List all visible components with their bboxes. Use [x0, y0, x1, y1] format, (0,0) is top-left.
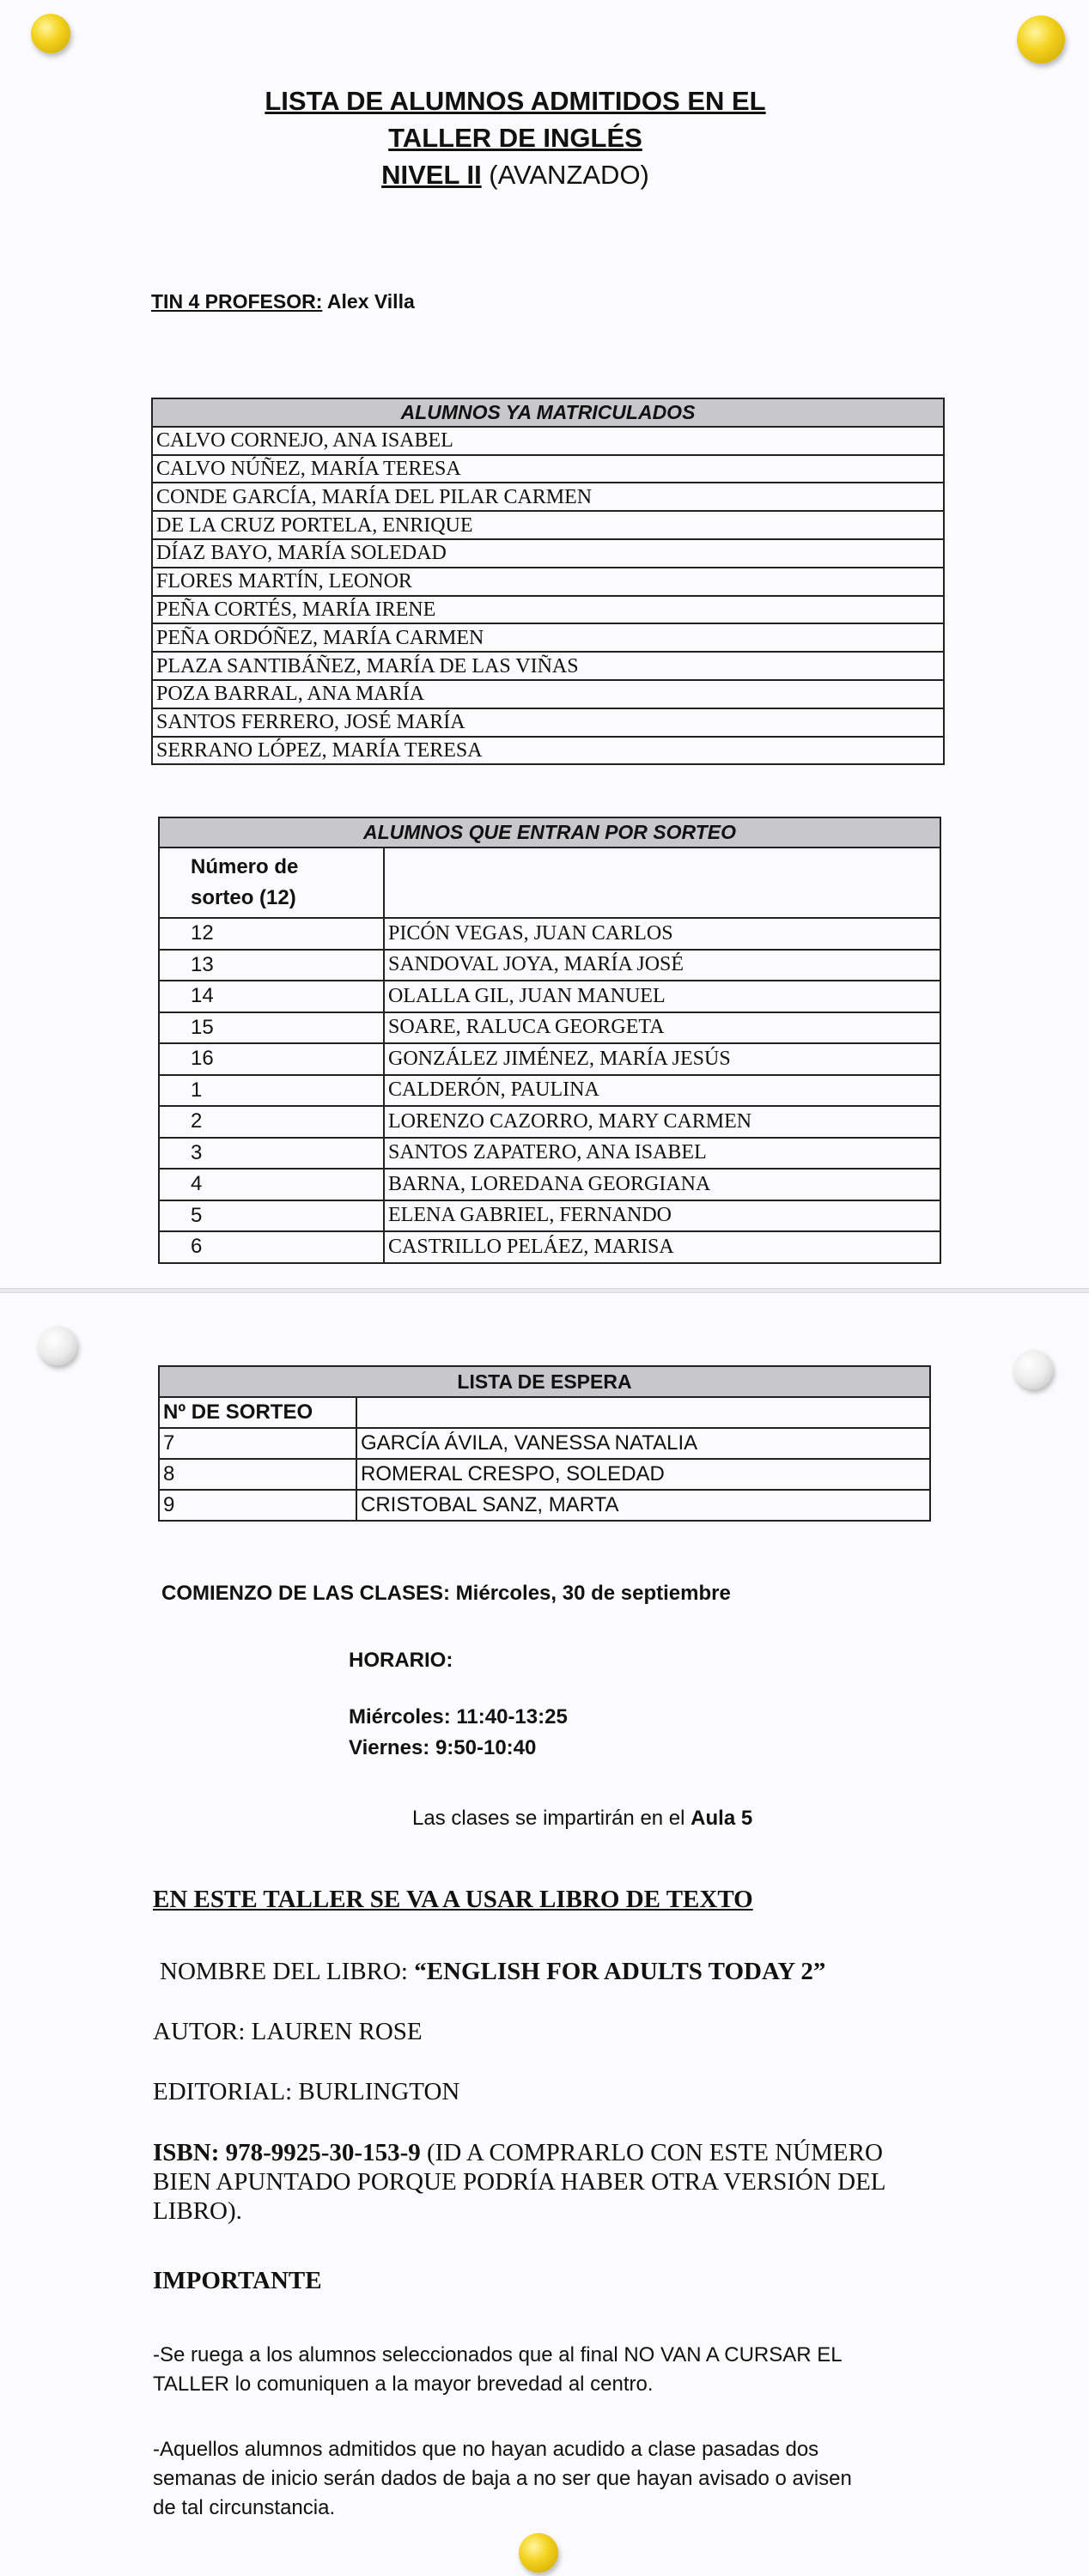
table-row	[152, 737, 944, 765]
schedule-label: HORARIO:	[349, 1649, 453, 1672]
isbn-line-3: LIBRO).	[153, 2197, 242, 2225]
waitlist-header: LISTA DE ESPERA	[159, 1366, 930, 1397]
enrolled-students-body	[152, 398, 944, 764]
note-line: semanas de inicio serán dados de baja a no ser que hayan avisado o avisen	[153, 2467, 852, 2490]
lottery-number-column-header	[159, 848, 384, 918]
lottery-students-body	[159, 817, 940, 1263]
white-pushpin-icon	[38, 1326, 77, 1365]
table-row	[152, 427, 944, 455]
lottery-student-name: ELENA GABRIEL, FERNANDO	[384, 1200, 940, 1232]
isbn-line-2: BIEN APUNTADO PORQUE PODRÍA HABER OTRA VERSIÓN DEL	[153, 2168, 886, 2196]
textbook-name-label: NOMBRE DEL LIBRO:	[160, 1958, 415, 1985]
title-line-2: TALLER DE INGLÉS	[388, 123, 642, 153]
enrolled-header: ALUMNOS YA MATRICULADOS	[152, 398, 944, 427]
table-row	[159, 1200, 940, 1232]
waitlist-number: 7	[159, 1428, 356, 1459]
table-row	[152, 511, 944, 539]
notice-title	[172, 82, 859, 193]
table-row	[152, 680, 944, 708]
lottery-student-name: OLALLA GIL, JUAN MANUEL	[384, 981, 940, 1012]
table-row	[152, 708, 944, 737]
schedule-wednesday: Miércoles: 11:40-13:25	[349, 1705, 568, 1728]
important-note-2	[153, 2435, 852, 2523]
note-line: TALLER lo comuniquen a la mayor brevedad al centro.	[153, 2372, 654, 2396]
classroom-prefix: Las clases se impartirán en el	[412, 1807, 691, 1830]
lottery-number: 2	[159, 1106, 384, 1138]
classroom-line	[412, 1807, 752, 1831]
waitlist-body	[159, 1366, 930, 1521]
lottery-number: 3	[159, 1138, 384, 1170]
enrolled-student-name: CALVO CORNEJO, ANA ISABEL	[152, 427, 944, 455]
waitlist-number: 9	[159, 1490, 356, 1521]
table-row	[159, 1231, 940, 1263]
textbook-isbn-block	[153, 2138, 886, 2226]
table-row	[159, 1043, 940, 1075]
enrolled-student-name: SANTOS FERRERO, JOSÉ MARÍA	[152, 708, 944, 737]
teacher-name: Alex Villa	[322, 290, 415, 313]
important-note-1	[153, 2341, 843, 2399]
lottery-name-column-header	[384, 848, 940, 918]
lottery-number: 4	[159, 1169, 384, 1200]
lottery-number: 15	[159, 1012, 384, 1044]
enrolled-student-name: PEÑA ORDÓÑEZ, MARÍA CARMEN	[152, 623, 944, 652]
level-label: NIVEL II	[381, 160, 482, 190]
level-note: (AVANZADO)	[481, 160, 649, 190]
enrolled-student-name: DÍAZ BAYO, MARÍA SOLEDAD	[152, 539, 944, 568]
table-row	[159, 1138, 940, 1170]
lottery-student-name: BARNA, LOREDANA GEORGIANA	[384, 1169, 940, 1200]
table-column-header-row	[159, 848, 940, 918]
table-row	[152, 568, 944, 596]
textbook-publisher: EDITORIAL: BURLINGTON	[153, 2078, 460, 2105]
waitlist-name-column-header	[356, 1397, 930, 1428]
waitlist-student-name: GARCÍA ÁVILA, VANESSA NATALIA	[356, 1428, 930, 1459]
lottery-students-table	[158, 817, 941, 1264]
waitlist-student-name: CRISTOBAL SANZ, MARTA	[356, 1490, 930, 1521]
table-row	[159, 1428, 930, 1459]
lottery-student-name: GONZÁLEZ JIMÉNEZ, MARÍA JESÚS	[384, 1043, 940, 1075]
class-start-date: COMIENZO DE LAS CLASES: Miércoles, 30 de septiembre	[161, 1582, 731, 1605]
classroom-name: Aula 5	[691, 1807, 753, 1830]
waitlist-table	[158, 1365, 931, 1522]
table-row	[159, 950, 940, 981]
table-header-row	[152, 398, 944, 427]
lottery-header: ALUMNOS QUE ENTRAN POR SORTEO	[159, 817, 940, 848]
table-header-row	[159, 817, 940, 848]
table-column-header-row	[159, 1397, 930, 1428]
table-row	[159, 1459, 930, 1490]
waitlist-number-column-header: Nº DE SORTEO	[159, 1397, 356, 1428]
table-row	[159, 1012, 940, 1044]
note-line: -Aquellos alumnos admitidos que no hayan acudido a clase pasadas dos	[153, 2438, 819, 2461]
table-row	[159, 918, 940, 950]
yellow-pushpin-icon	[1017, 15, 1065, 64]
textbook-isbn: ISBN: 978-9925-30-153-9	[153, 2139, 421, 2166]
table-row	[152, 539, 944, 568]
enrolled-student-name: CALVO NÚÑEZ, MARÍA TERESA	[152, 455, 944, 483]
title-line-1: LISTA DE ALUMNOS ADMITIDOS EN EL	[265, 86, 766, 116]
yellow-pushpin-icon	[31, 14, 70, 53]
enrolled-students-table	[151, 398, 945, 765]
lottery-number: 13	[159, 950, 384, 981]
isbn-line-1	[153, 2138, 886, 2167]
textbook-name-line	[160, 1958, 825, 1986]
lottery-student-name: SANTOS ZAPATERO, ANA ISABEL	[384, 1138, 940, 1170]
title-line-3	[172, 156, 859, 193]
enrolled-student-name: CONDE GARCÍA, MARÍA DEL PILAR CARMEN	[152, 483, 944, 511]
column-header-line: Número de	[191, 855, 299, 878]
table-row	[159, 1490, 930, 1521]
waitlist-student-name: ROMERAL CRESPO, SOLEDAD	[356, 1459, 930, 1490]
important-heading: IMPORTANTE	[153, 2267, 322, 2294]
table-row	[152, 623, 944, 652]
textbook-author: AUTOR: LAUREN ROSE	[153, 2018, 423, 2045]
lottery-student-name: LORENZO CAZORRO, MARY CARMEN	[384, 1106, 940, 1138]
table-row	[159, 1169, 940, 1200]
enrolled-student-name: FLORES MARTÍN, LEONOR	[152, 568, 944, 596]
white-pushpin-icon	[1013, 1350, 1053, 1389]
waitlist-number: 8	[159, 1459, 356, 1490]
table-row	[152, 483, 944, 511]
note-line: -Se ruega a los alumnos seleccionados que al final NO VAN A CURSAR EL	[153, 2343, 843, 2366]
table-header-row	[159, 1366, 930, 1397]
lottery-number: 14	[159, 981, 384, 1012]
enrolled-student-name: PLAZA SANTIBÁÑEZ, MARÍA DE LAS VIÑAS	[152, 652, 944, 680]
yellow-pushpin-icon	[519, 2533, 558, 2573]
enrolled-student-name: DE LA CRUZ PORTELA, ENRIQUE	[152, 511, 944, 539]
textbook-heading: EN ESTE TALLER SE VA A USAR LIBRO DE TEXTO	[153, 1886, 753, 1913]
schedule-friday: Viernes: 9:50-10:40	[349, 1736, 537, 1759]
lottery-student-name: CASTRILLO PELÁEZ, MARISA	[384, 1231, 940, 1263]
teacher-prefix: TIN 4 PROFESOR:	[151, 290, 323, 313]
table-row	[159, 1075, 940, 1107]
table-row	[159, 981, 940, 1012]
enrolled-student-name: PEÑA CORTÉS, MARÍA IRENE	[152, 596, 944, 624]
teacher-line	[151, 290, 415, 313]
lottery-number: 16	[159, 1043, 384, 1075]
lottery-student-name: SANDOVAL JOYA, MARÍA JOSÉ	[384, 950, 940, 981]
lottery-number: 12	[159, 918, 384, 950]
lottery-student-name: PICÓN VEGAS, JUAN CARLOS	[384, 918, 940, 950]
table-row	[159, 1106, 940, 1138]
lottery-number: 6	[159, 1231, 384, 1263]
isbn-note: (ID A COMPRARLO CON ESTE NÚMERO	[420, 2139, 883, 2166]
textbook-name: “ENGLISH FOR ADULTS TODAY 2”	[414, 1958, 826, 1985]
enrolled-student-name: SERRANO LÓPEZ, MARÍA TERESA	[152, 737, 944, 765]
table-row	[152, 596, 944, 624]
note-line: de tal circunstancia.	[153, 2496, 336, 2519]
table-row	[152, 455, 944, 483]
table-row	[152, 652, 944, 680]
column-header-line: sorteo (12)	[191, 886, 296, 909]
enrolled-student-name: POZA BARRAL, ANA MARÍA	[152, 680, 944, 708]
lottery-student-name: SOARE, RALUCA GEORGETA	[384, 1012, 940, 1044]
lottery-number: 1	[159, 1075, 384, 1107]
lottery-number: 5	[159, 1200, 384, 1232]
lottery-student-name: CALDERÓN, PAULINA	[384, 1075, 940, 1107]
